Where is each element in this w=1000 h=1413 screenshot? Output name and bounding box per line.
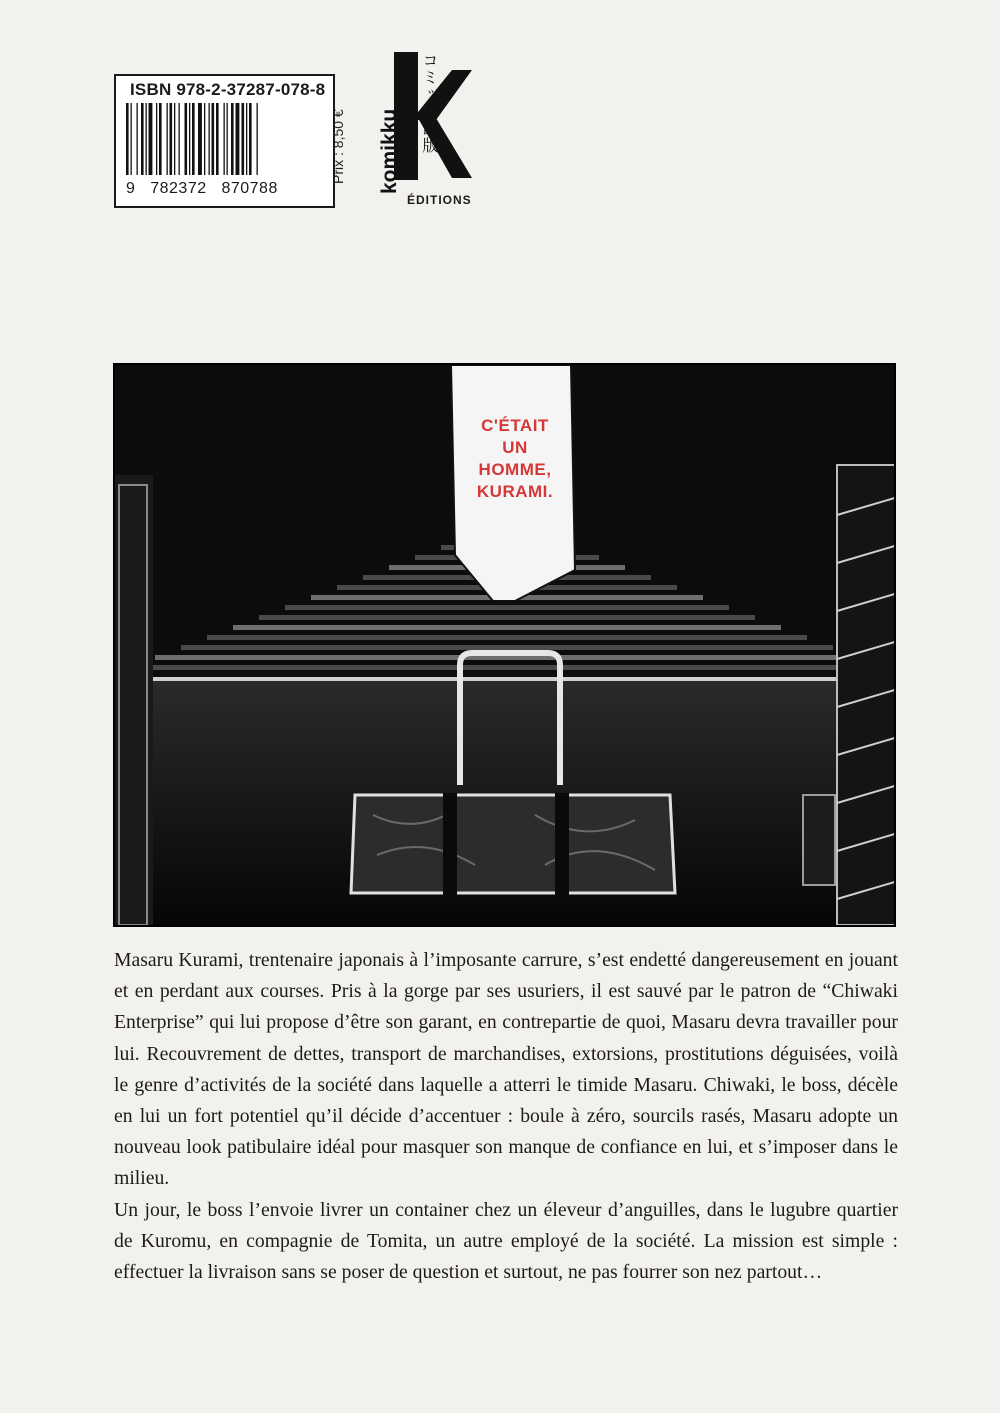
publisher-editions-label: ÉDITIONS <box>407 193 472 207</box>
barcode-digits: 9 782372 870788 <box>126 180 278 197</box>
synopsis <box>114 945 898 1288</box>
synopsis-paragraph-1: Masaru Kurami, trentenaire japonais à l’imposante carrure, s’est endetté dangereusement en jouant et en perdant aux courses. Pris à la gorge par ses usuriers, il est sauvé par le patron de “Chiwaki Enterprise” qui lui propose d’être son garant, en contrepartie de quoi, Masaru devra travailler pour lui. Recouvrement de dettes, transport de marchandises, extorsions, prostitutions déguisées, voilà le genre d’activités de la société dans laquelle a atterri le timide Masaru. Chiwaki, le boss, décèle en lui un fort potentiel qu’il décide d’accentuer : boule à zéro, sourcils rasés, Masaru adopte un nouveau look patibulaire idéal pour masquer son manque de confiance en lui, et s’imposer dans le milieu. <box>114 949 898 1190</box>
publisher-katakana: コミック出版 <box>420 52 439 154</box>
price-label: Prix : 8,50 € <box>330 109 346 184</box>
synopsis-paragraph-2: Un jour, le boss l’envoie livrer un container chez un éleveur d’anguilles, dans le lugubre quartier de Kuromu, en compagnie de Tomita, un autre employé de la société. La mission est simple : effectuer la livraison sans se poser de question et surtout, ne pas fourrer son nez partout… <box>114 1198 898 1284</box>
barcode-bars <box>126 103 326 181</box>
publisher-wordmark: komikku <box>378 108 401 194</box>
speech-bubble-text: C'ÉTAIT UN HOMME, KURAMI. <box>476 416 554 501</box>
barcode-box <box>114 74 335 208</box>
isbn-label: ISBN 978-2-37287-078-8 <box>130 80 326 99</box>
